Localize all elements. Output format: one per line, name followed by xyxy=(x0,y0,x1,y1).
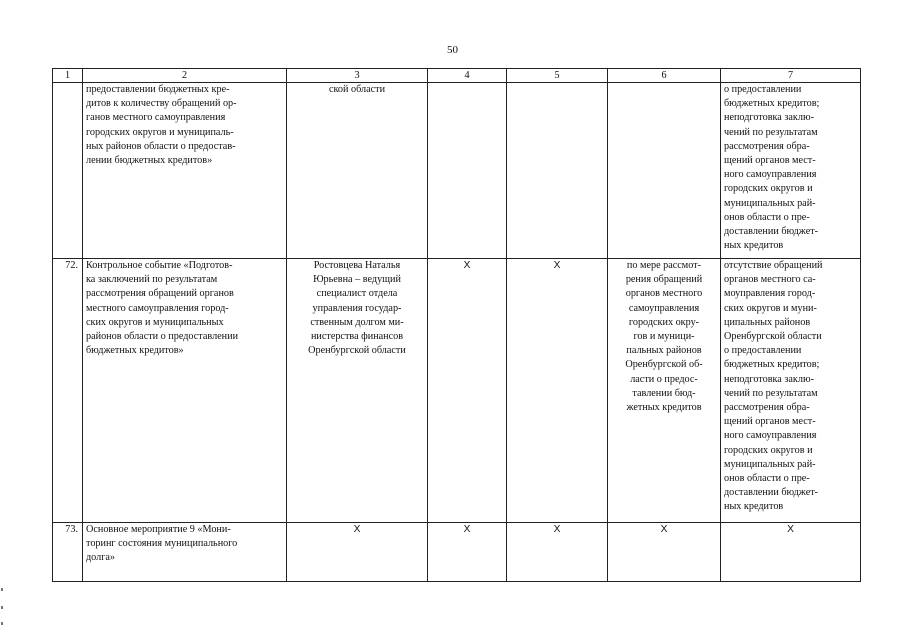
table-row xyxy=(53,83,861,259)
col4-cell xyxy=(428,83,507,259)
deadline-text: по мере рассмот- рения обращений органов местного самоуправления городских окру- гов и муници- пальных районов Оренбургской об- ласти о предос- тавлении бюд- жетных кредитов xyxy=(625,260,703,414)
header-cell: 5 xyxy=(507,69,608,83)
header-cell: 3 xyxy=(287,69,428,83)
event-name-cell xyxy=(83,523,287,582)
row-number: 72. xyxy=(53,259,83,523)
risk-text: о предоставлении бюджетных кредитов; неподготовка заклю- чений по результатам рассмотрения обра- щений органов мест- ного самоуправления городских округов и муниципальных рай- онов области о пре- доставлении бюджет- ных кредитов xyxy=(724,84,820,252)
responsible-text: ской области xyxy=(328,84,386,95)
col5-cell xyxy=(507,83,608,259)
table-row xyxy=(53,523,861,582)
responsible-cell xyxy=(287,259,428,523)
event-name-text: Основное мероприятие 9 «Мони- торинг состояния муниципального долга» xyxy=(86,524,238,564)
scan-edge-mark xyxy=(1,588,3,591)
col4-cell: X xyxy=(428,523,507,582)
risk-text: отсутствие обращений органов местного са- моуправления город- ских округов и муни- ципальных районов Оренбургской области о предоставлении бюджетных кредитов; неподготовка заклю- чений по результатам рассмотрения обра- щений органов мест- ного самоуправления городских округов и муниципальных рай- онов области о пре- доставлении бюджет- ных кредитов xyxy=(724,260,823,513)
responsible-text: Ростовцева Наталья Юрьевна – ведущий специалист отдела управления государ- ственным долгом ми- нистерства финансов Оренбургской области xyxy=(308,260,406,357)
header-cell: 6 xyxy=(608,69,721,83)
header-cell: 1 xyxy=(53,69,83,83)
document-table xyxy=(52,68,861,582)
risk-cell: X xyxy=(721,523,861,582)
col4-cell: X xyxy=(428,259,507,523)
event-name-cell xyxy=(83,259,287,523)
row-number xyxy=(53,83,83,259)
col5-cell: X xyxy=(507,523,608,582)
page-number: 50 xyxy=(447,44,458,56)
col6-cell xyxy=(608,83,721,259)
responsible-cell: X xyxy=(287,523,428,582)
event-name-text: предоставлении бюджетных кре- дитов к количеству обращений ор- ганов местного самоуправления городских округов и муниципаль- ных районов области о предостав- лении бюджетных кредитов» xyxy=(86,84,237,167)
table-row xyxy=(53,259,861,523)
header-cell: 2 xyxy=(83,69,287,83)
table-header-row xyxy=(53,69,861,83)
scan-edge-mark xyxy=(1,606,3,609)
header-cell: 4 xyxy=(428,69,507,83)
col5-cell: X xyxy=(507,259,608,523)
risk-cell xyxy=(721,259,861,523)
col6-cell: X xyxy=(608,523,721,582)
event-name-text: Контрольное событие «Подготов- ка заключений по результатам рассмотрения обращений органов местного самоуправления город- ских округов и муниципальных районов области о предоставлении бюджетных кредитов» xyxy=(86,260,239,357)
scan-edge-mark xyxy=(1,622,3,625)
event-name-cell xyxy=(83,83,287,259)
responsible-cell xyxy=(287,83,428,259)
deadline-cell xyxy=(608,259,721,523)
row-number: 73. xyxy=(53,523,83,582)
risk-cell xyxy=(721,83,861,259)
header-cell: 7 xyxy=(721,69,861,83)
